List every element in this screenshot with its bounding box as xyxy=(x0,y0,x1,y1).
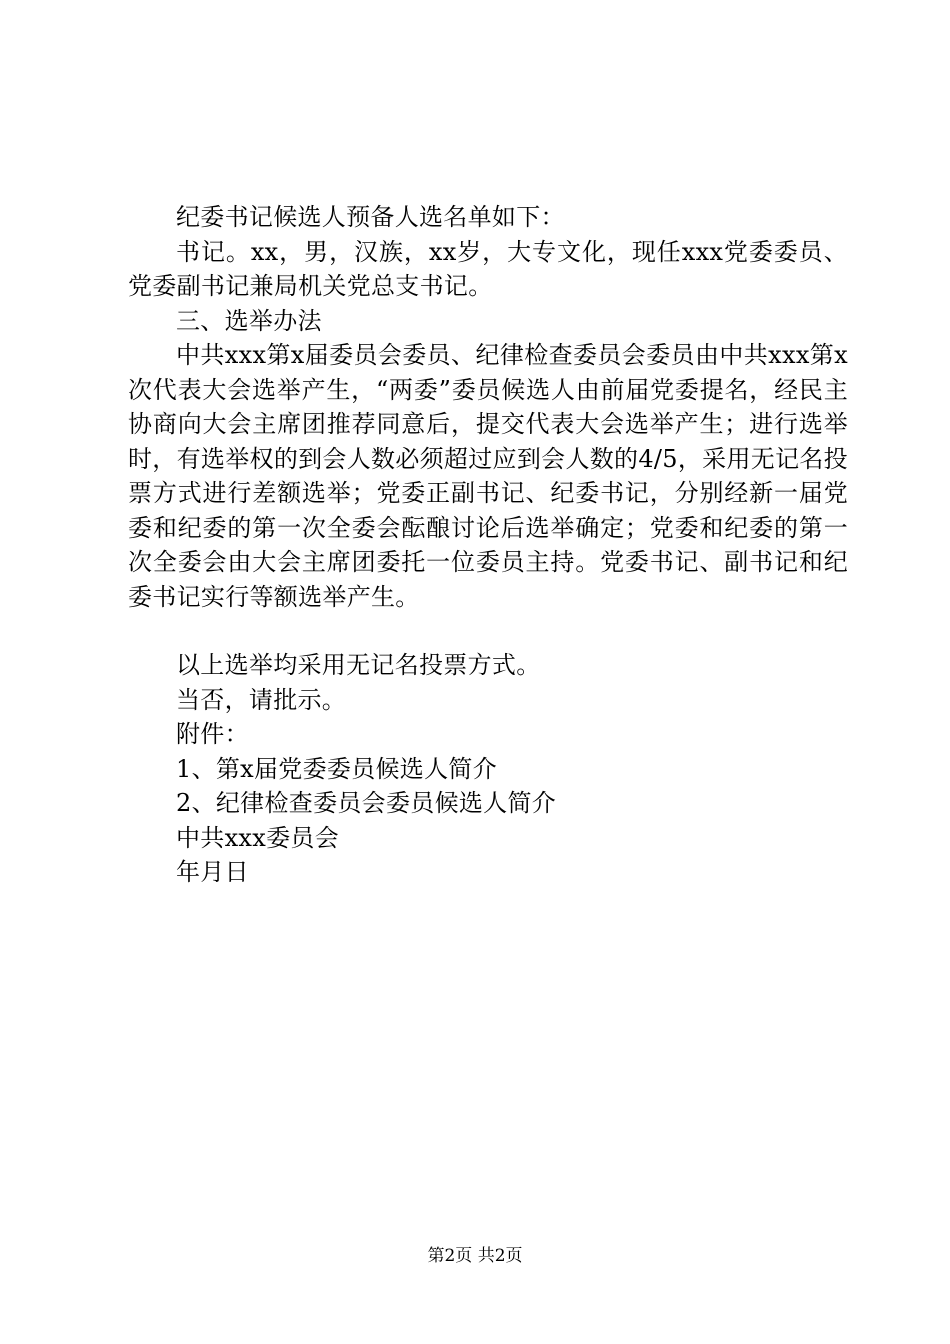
attachments-label: 附件： xyxy=(176,720,249,748)
attachment-item-1: 1、第x届党委委员候选人简介 xyxy=(176,754,498,783)
candidate-description: 书记。xx，男，汉族，xx岁，大专文化，现任xxx党委委员、党委副书记兼局机关党总支书记。 xyxy=(128,237,848,300)
approval-request: 当否，请批示。 xyxy=(176,685,347,714)
page-number-footer: 第2页 共2页 xyxy=(427,1246,523,1266)
document-body xyxy=(128,200,848,890)
section-heading-election-method: 三、选举办法 xyxy=(176,306,322,335)
voting-method-note: 以上选举均采用无记名投票方式。 xyxy=(176,651,541,679)
election-method-paragraph: 中共xxx第x届委员会委员、纪律检查委员会委员由中共xxx第x次代表大会选举产生，“两委”委员候选人由前届党委提名，经民主协商向大会主席团推荐同意后，提交代表大会选举产生；进行选举时，有选举权的到会人数必须超过应到会人数的4/5，采用无记名投票方式进行差额选举；党委正副书记、纪委书记，分别经新一届党委和纪委的第一次全委会酝酿讨论后选举确定；党委和纪委的第一次全委会由大会主席团委托一位委员主持。党委书记、副书记和纪委书记实行等额选举产生。 xyxy=(128,341,848,611)
paragraph-gap xyxy=(128,614,848,648)
document-date: 年月日 xyxy=(176,858,249,886)
issuing-organization: 中共xxx委员会 xyxy=(176,823,340,852)
candidate-list-intro: 纪委书记候选人预备人选名单如下： xyxy=(176,203,565,231)
attachment-item-2: 2、纪律检查委员会委员候选人简介 xyxy=(176,789,557,817)
